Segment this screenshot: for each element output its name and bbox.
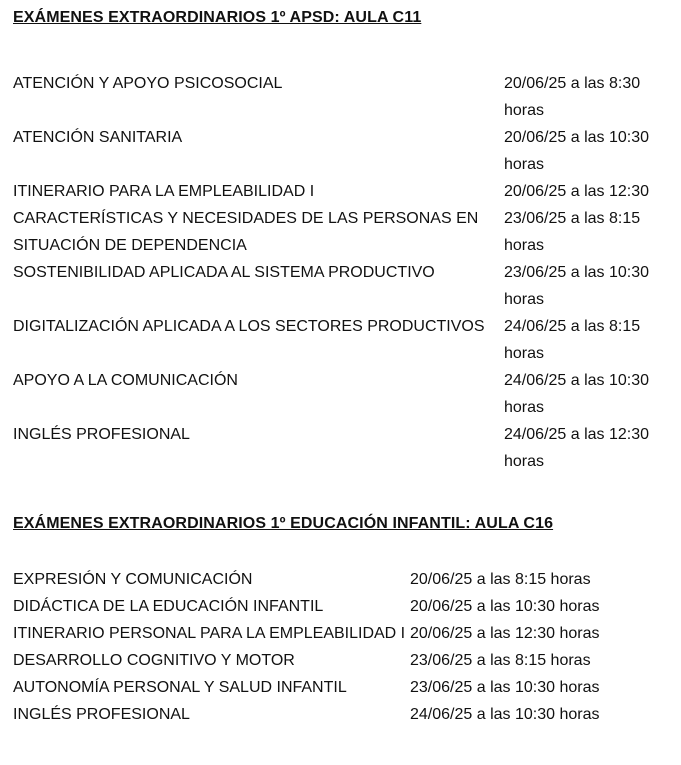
exam-row — [13, 367, 674, 421]
exam-row — [13, 178, 674, 205]
exam-row — [13, 620, 670, 647]
exam-subject: APOYO A LA COMUNICACIÓN — [13, 372, 238, 389]
exam-date: 20/06/25 a las 10:30 horas — [504, 129, 650, 173]
exam-subject: INGLÉS PROFESIONAL — [13, 426, 190, 443]
section1-heading: EXÁMENES EXTRAORDINARIOS 1º APSD: AULA C11 — [13, 9, 422, 26]
exam-date: 23/06/25 a las 8:15 horas — [410, 652, 591, 669]
exam-date: 20/06/25 a las 12:30 horas — [410, 625, 600, 642]
exam-row — [13, 70, 674, 124]
exam-date: 24/06/25 a las 10:30 horas — [504, 372, 650, 416]
exam-date: 20/06/25 a las 8:15 horas — [410, 571, 591, 588]
exam-subject: AUTONOMÍA PERSONAL Y SALUD INFANTIL — [13, 679, 347, 696]
exam-subject: DIGITALIZACIÓN APLICADA A LOS SECTORES PRODUCTIVOS — [13, 318, 485, 335]
exam-subject: SOSTENIBILIDAD APLICADA AL SISTEMA PRODUCTIVO — [13, 264, 435, 281]
exam-row — [13, 701, 670, 728]
exam-row — [13, 421, 674, 475]
exam-date: 24/06/25 a las 8:15 horas — [504, 318, 641, 362]
exam-row — [13, 593, 670, 620]
exam-row — [13, 674, 670, 701]
exam-subject: ITINERARIO PERSONAL PARA LA EMPLEABILIDAD I — [13, 625, 406, 642]
section1-exam-list — [13, 70, 674, 475]
section2-heading: EXÁMENES EXTRAORDINARIOS 1º EDUCACIÓN INFANTIL: AULA C16 — [13, 515, 554, 532]
exam-subject: ATENCIÓN Y APOYO PSICOSOCIAL — [13, 75, 283, 92]
exam-date: 23/06/25 a las 10:30 horas — [410, 679, 600, 696]
exam-subject: ATENCIÓN SANITARIA — [13, 129, 183, 146]
exam-date: 24/06/25 a las 10:30 horas — [410, 706, 600, 723]
exam-subject: CARACTERÍSTICAS Y NECESIDADES DE LAS PERSONAS EN SITUACIÓN DE DEPENDENCIA — [13, 210, 479, 254]
exam-date: 23/06/25 a las 8:15 horas — [504, 210, 641, 254]
exam-date: 20/06/25 a las 10:30 horas — [410, 598, 600, 615]
exam-row — [13, 205, 674, 259]
exam-date: 20/06/25 a las 12:30 — [504, 183, 650, 200]
section2-exam-list — [13, 566, 670, 728]
exam-row — [13, 566, 670, 593]
exam-row — [13, 259, 674, 313]
exam-subject: DESARROLLO COGNITIVO Y MOTOR — [13, 652, 295, 669]
exam-row — [13, 124, 674, 178]
exam-date: 20/06/25 a las 8:30 horas — [504, 75, 641, 119]
exam-date: 23/06/25 a las 10:30 horas — [504, 264, 650, 308]
exam-subject: DIDÁCTICA DE LA EDUCACIÓN INFANTIL — [13, 598, 324, 615]
exam-subject: INGLÉS PROFESIONAL — [13, 706, 190, 723]
exam-row — [13, 647, 670, 674]
exam-subject: EXPRESIÓN Y COMUNICACIÓN — [13, 571, 253, 588]
exam-subject: ITINERARIO PARA LA EMPLEABILIDAD I — [13, 183, 315, 200]
exam-date: 24/06/25 a las 12:30 horas — [504, 426, 650, 470]
exam-row — [13, 313, 674, 367]
